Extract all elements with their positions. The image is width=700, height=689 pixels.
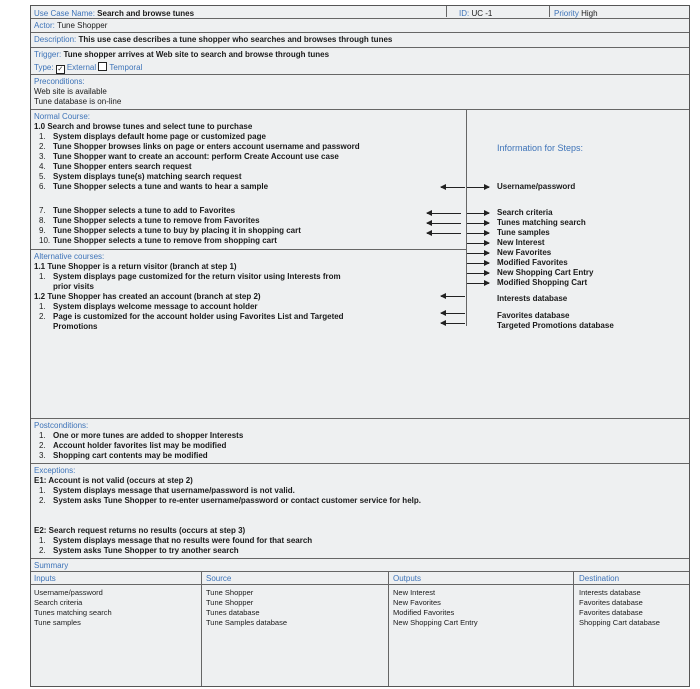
info-targeted-promotions: Targeted Promotions database [497, 321, 614, 330]
alternative-courses-label: Alternative courses: [34, 252, 105, 261]
summary-destination: Favorites database [579, 598, 643, 607]
alt-1-intro: 1.1 Tune Shopper is a return visitor (branch at step 1) [34, 262, 237, 271]
summary-input: Search criteria [34, 598, 83, 607]
trigger-value: Tune shopper arrives at Web site to search and browse through tunes [63, 50, 330, 59]
summary-output: New Favorites [393, 598, 441, 607]
postcondition-item: 3. Shopping cart contents may be modified [39, 451, 208, 460]
summary-input: Username/password [34, 588, 103, 597]
step-8: 8. Tune Shopper selects a tune to remove from Favorites [39, 216, 260, 225]
alt-1-step: 1. System displays page customized for the return visitor using Interests from [39, 272, 341, 281]
alt-2-step-1: 1. System displays welcome message to account holder [39, 302, 258, 311]
arrow-left-icon [427, 233, 461, 234]
step-1: 1. System displays default home page or customized page [39, 132, 266, 141]
use-case-name-row [34, 9, 194, 18]
id-value: UC -1 [471, 9, 493, 18]
arrow-left-icon [427, 213, 461, 214]
info-item: New Shopping Cart Entry [497, 268, 594, 277]
step-6: 6. Tune Shopper selects a tune and wants to hear a sample [39, 182, 269, 191]
exception-e2-step: 1. System displays message that no results were found for that search [39, 536, 313, 545]
arrow-right-icon [467, 243, 489, 244]
type-external-label: External [66, 63, 97, 72]
exceptions-label: Exceptions: [34, 466, 76, 475]
summary-destination: Shopping Cart database [579, 618, 660, 627]
info-for-steps-label: Information for Steps: [497, 143, 584, 153]
priority-field [554, 9, 598, 18]
summary-source: Tune Samples database [206, 618, 288, 627]
id-label: ID: [459, 9, 470, 18]
arrow-right-icon [467, 213, 489, 214]
exception-e2-intro: E2: Search request returns no results (occurs at step 3) [34, 526, 246, 535]
summary-input: Tune samples [34, 618, 81, 627]
postconditions-label: Postconditions: [34, 421, 89, 430]
info-username-password: Username/password [497, 182, 576, 191]
info-item: Modified Shopping Cart [497, 278, 588, 287]
exception-e2-step: 2. System asks Tune Shopper to try another search [39, 546, 239, 555]
alt-1-step-cont: prior visits [53, 282, 94, 291]
use-case-name: Search and browse tunes [97, 9, 195, 18]
info-item: Tune samples [497, 228, 550, 237]
description-row [34, 35, 392, 44]
actor-value: Tune Shopper [56, 21, 108, 30]
exception-e1-step: 2. System asks Tune Shopper to re-enter username/password or contact customer service for help. [39, 496, 421, 505]
summary-output: Modified Favorites [393, 608, 455, 617]
alt-2-intro: 1.2 Tune Shopper has created an account (branch at step 2) [34, 292, 261, 301]
summary-header-outputs: Outputs [393, 574, 422, 583]
actor-label: Actor: [34, 21, 55, 30]
priority-label: Priority [554, 9, 579, 18]
external-checkbox[interactable] [56, 65, 65, 74]
step-7: 7. Tune Shopper selects a tune to add to Favorites [39, 206, 236, 215]
arrow-right-icon [467, 187, 489, 188]
use-case-document [30, 5, 690, 687]
exception-e1-intro: E1: Account is not valid (occurs at step 2) [34, 476, 193, 485]
type-label: Type: [34, 63, 54, 72]
arrow-right-icon [467, 283, 489, 284]
alt-2-step-2: 2. Page is customized for the account holder using Favorites List and Targeted [39, 312, 344, 321]
id-field [459, 9, 492, 18]
arrow-left-icon [441, 187, 465, 188]
step-10: 10. Tune Shopper selects a tune to remove from shopping cart [39, 236, 277, 245]
preconditions-label: Preconditions: [34, 77, 85, 86]
actor-row [34, 21, 107, 30]
info-item: Search criteria [497, 208, 553, 217]
summary-output: New Interest [393, 588, 436, 597]
arrow-right-icon [467, 273, 489, 274]
trigger-row [34, 50, 329, 59]
trigger-label: Trigger: [34, 50, 62, 59]
info-item: New Favorites [497, 248, 552, 257]
arrow-left-icon [441, 323, 465, 324]
summary-header-source: Source [206, 574, 232, 583]
arrow-left-icon [441, 296, 465, 297]
exception-e1-step: 1. System displays message that username/password is not valid. [39, 486, 295, 495]
step-2: 2. Tune Shopper browses links on page or enters account username and password [39, 142, 360, 151]
arrow-left-icon [427, 223, 461, 224]
summary-input: Tunes matching search [34, 608, 112, 617]
priority-value: High [581, 9, 598, 18]
precondition-item: Web site is available [34, 87, 107, 96]
summary-output: New Shopping Cart Entry [393, 618, 478, 627]
postcondition-item: 1. One or more tunes are added to shopper Interests [39, 431, 244, 440]
use-case-label: Use Case Name: [34, 9, 95, 18]
type-temporal-label: Temporal [109, 63, 143, 72]
summary-destination: Interests database [579, 588, 641, 597]
step-3: 3. Tune Shopper want to create an account: perform Create Account use case [39, 152, 339, 161]
info-favorites-database: Favorites database [497, 311, 570, 320]
summary-label: Summary [34, 561, 69, 570]
summary-source: Tunes database [206, 608, 260, 617]
arrow-right-icon [467, 223, 489, 224]
summary-header-destination: Destination [579, 574, 620, 583]
arrow-right-icon [467, 253, 489, 254]
normal-course-label: Normal Course: [34, 112, 91, 121]
info-interests-database: Interests database [497, 294, 568, 303]
arrow-right-icon [467, 263, 489, 264]
postcondition-item: 2. Account holder favorites list may be modified [39, 441, 227, 450]
type-row [34, 62, 142, 74]
arrow-right-icon [467, 233, 489, 234]
temporal-checkbox[interactable] [98, 62, 107, 71]
step-9: 9. Tune Shopper selects a tune to buy by placing it in shopping cart [39, 226, 301, 235]
arrow-left-icon [441, 313, 465, 314]
precondition-item: Tune database is on-line [34, 97, 122, 106]
info-item: Tunes matching search [497, 218, 586, 227]
summary-source: Tune Shopper [206, 588, 254, 597]
description-label: Description: [34, 35, 77, 44]
summary-header-inputs: Inputs [34, 574, 56, 583]
step-5: 5. System displays tune(s) matching search request [39, 172, 242, 181]
alt-2-step-cont: Promotions [53, 322, 98, 331]
summary-destination: Favorites database [579, 608, 643, 617]
info-item: New Interest [497, 238, 545, 247]
step-4: 4. Tune Shopper enters search request [39, 162, 192, 171]
info-item: Modified Favorites [497, 258, 568, 267]
description-value: This use case describes a tune shopper who searches and browses through tunes [78, 35, 393, 44]
summary-source: Tune Shopper [206, 598, 254, 607]
normal-course-intro: 1.0 Search and browse tunes and select tune to purchase [34, 122, 253, 131]
